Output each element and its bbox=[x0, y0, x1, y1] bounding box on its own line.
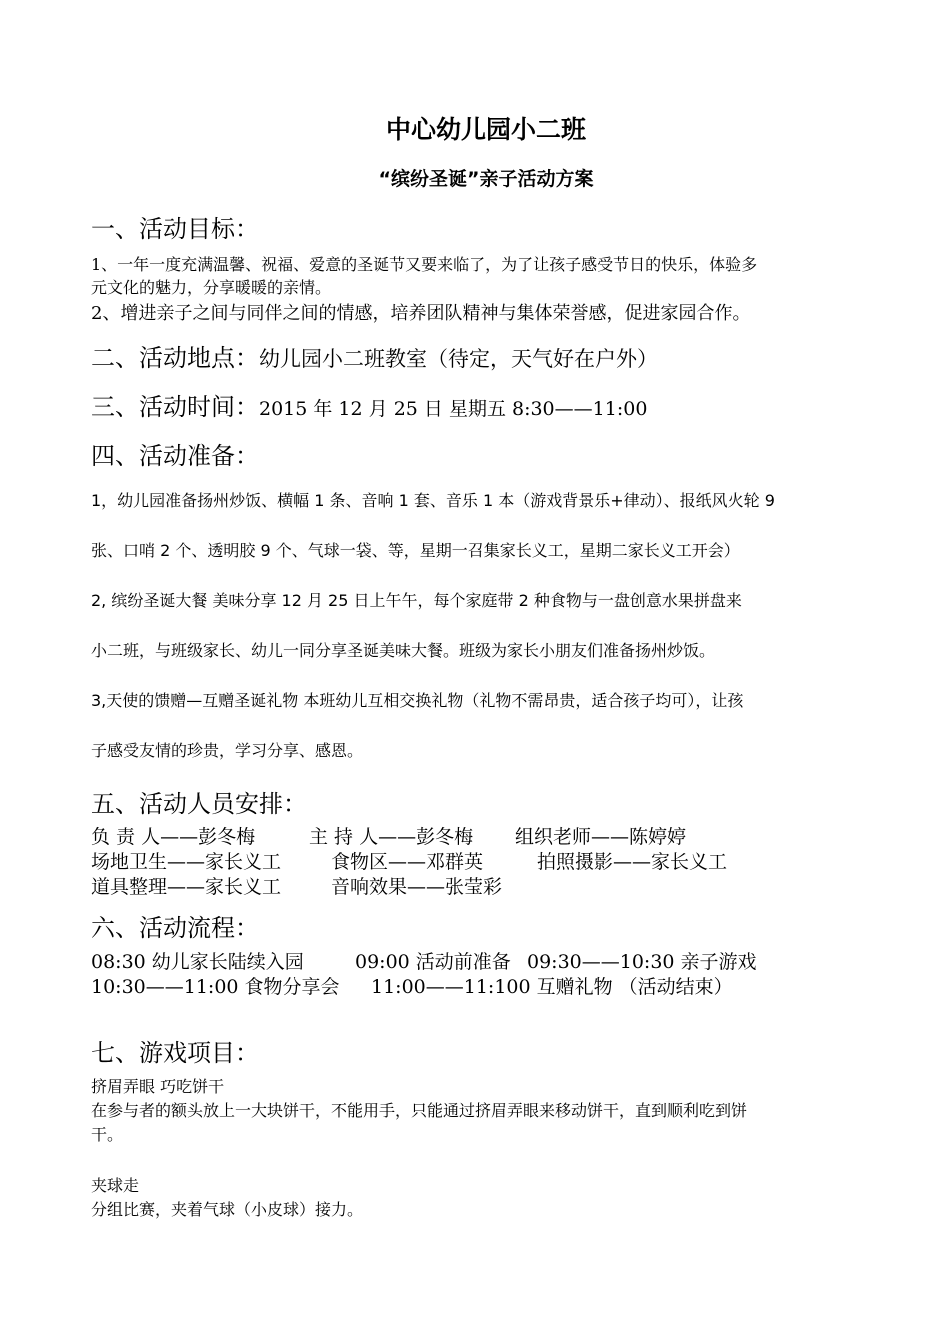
place-heading: 二、活动地点： bbox=[91, 344, 259, 372]
staff-cell: 负 责 人——彭冬梅 bbox=[91, 826, 256, 848]
prep-line-2: 张、口哨 2 个、透明胶 9 个、气球一袋、等，星期一召集家长义工，星期二家长义工开会） bbox=[91, 541, 740, 560]
staff-cell: 场地卫生——家长义工 bbox=[91, 851, 282, 873]
prep-line-5: 3,天使的馈赠—互赠圣诞礼物 本班幼儿互相交换礼物（礼物不需昂贵，适合孩子均可），让孩 bbox=[91, 691, 744, 710]
time-section bbox=[91, 387, 647, 422]
staff-heading: 五、活动人员安排： bbox=[91, 790, 307, 818]
flow-cell: 11:00——11:100 互赠礼物 （活动结束） bbox=[371, 976, 733, 998]
flow-cell: 09:30——10:30 亲子游戏 bbox=[527, 951, 757, 973]
flow-row-1 bbox=[91, 947, 757, 974]
place-section bbox=[91, 338, 658, 373]
goal-line-2: 元文化的魅力，分享暖暖的亲情。 bbox=[91, 278, 332, 297]
document-title: 中心幼儿园小二班 bbox=[385, 115, 586, 144]
game-1-name: 挤眉弄眼 巧吃饼干 bbox=[91, 1077, 225, 1096]
prep-line-4: 小二班，与班级家长、幼儿一同分享圣诞美味大餐。班级为家长小朋友们准备扬州炒饭。 bbox=[91, 641, 716, 660]
staff-cell: 音响效果——张莹彩 bbox=[331, 876, 503, 898]
staff-row-1 bbox=[91, 822, 686, 849]
flow-cell: 08:30 幼儿家长陆续入园 bbox=[91, 951, 304, 973]
goal-heading: 一、活动目标： bbox=[91, 215, 259, 243]
staff-row-3 bbox=[91, 872, 502, 899]
goal-line-3: 2、增进亲子之间与同伴之间的情感，培养团队精神与集体荣誉感，促进家园合作。 bbox=[91, 303, 751, 324]
games-heading: 七、游戏项目： bbox=[91, 1039, 259, 1067]
staff-cell: 食物区——邓群英 bbox=[331, 851, 484, 873]
game-1-desc-1: 在参与者的额头放上一大块饼干，不能用手，只能通过挤眉弄眼来移动饼干，直到顺利吃到饼 bbox=[91, 1101, 748, 1120]
time-heading: 三、活动时间： bbox=[91, 393, 259, 421]
game-1-desc-2: 干。 bbox=[91, 1125, 124, 1144]
flow-heading: 六、活动流程： bbox=[91, 914, 259, 942]
prep-line-6: 子感受友情的珍贵，学习分享、感恩。 bbox=[91, 741, 364, 760]
time-value: 2015 年 12 月 25 日 星期五 8:30——11:00 bbox=[259, 398, 648, 420]
flow-row-2 bbox=[91, 972, 733, 999]
prep-line-1: 1，幼儿园准备扬州炒饭、横幅 1 条、音响 1 套、音乐 1 本（游戏背景乐+律动）、报纸风火轮 9 bbox=[91, 491, 775, 510]
goal-line-1: 1、一年一度充满温馨、祝福、爱意的圣诞节又要来临了，为了让孩子感受节日的快乐，体验多 bbox=[91, 255, 758, 274]
flow-cell: 09:00 活动前准备 bbox=[355, 951, 511, 973]
prep-line-3: 2, 缤纷圣诞大餐 美味分享 12 月 25 日上午午，每个家庭带 2 种食物与一盘创意水果拼盘来 bbox=[91, 591, 742, 610]
staff-cell: 主 持 人——彭冬梅 bbox=[309, 826, 474, 848]
staff-cell: 组织老师——陈婷婷 bbox=[515, 826, 687, 848]
document-subtitle: “缤纷圣诞”亲子活动方案 bbox=[378, 168, 594, 190]
staff-row-2 bbox=[91, 847, 727, 874]
staff-cell: 拍照摄影——家长义工 bbox=[537, 851, 728, 873]
flow-cell: 10:30——11:00 食物分享会 bbox=[91, 976, 340, 998]
game-2-desc: 分组比赛，夹着气球（小皮球）接力。 bbox=[91, 1200, 364, 1219]
prep-heading: 四、活动准备： bbox=[91, 442, 259, 470]
staff-cell: 道具整理——家长义工 bbox=[91, 876, 282, 898]
place-value: 幼儿园小二班教室（待定，天气好在户外） bbox=[259, 347, 658, 371]
game-2-name: 夹球走 bbox=[91, 1176, 140, 1195]
